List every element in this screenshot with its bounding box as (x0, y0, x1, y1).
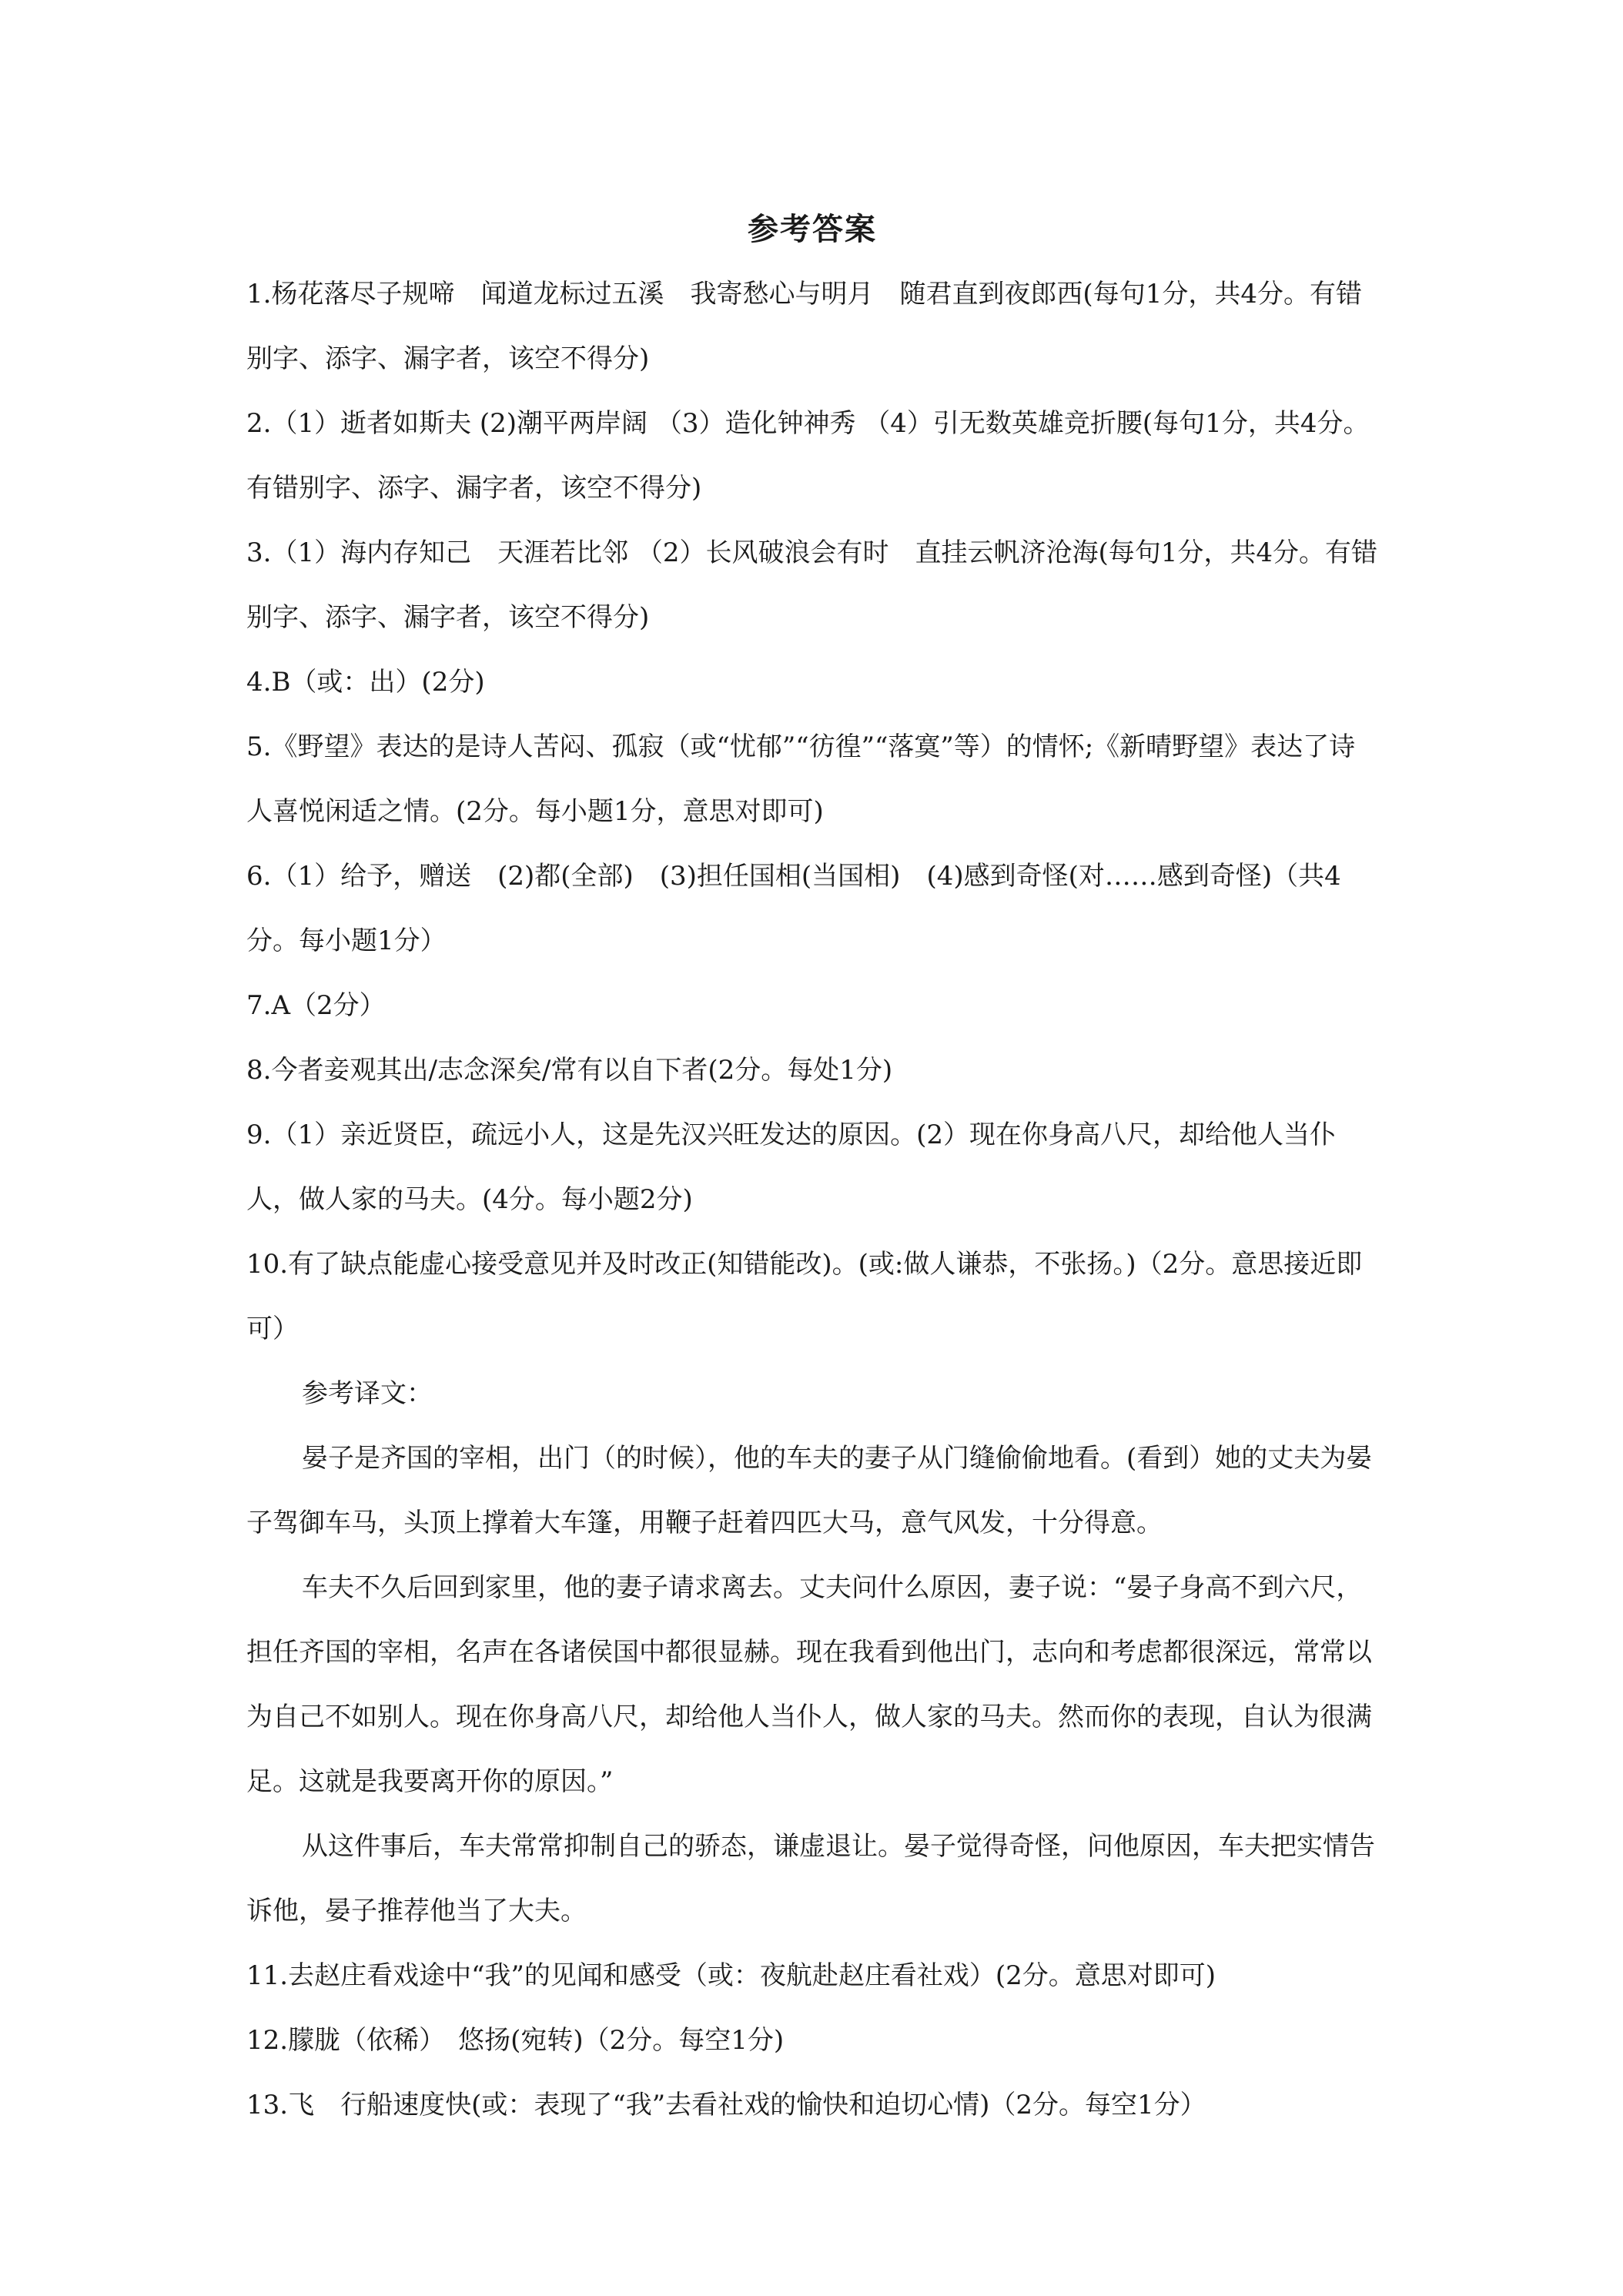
answer-item-2: 2.（1）逝者如斯夫 (2)潮平两岸阔 （3）造化钟神秀 （4）引无数英雄竞折腰(每句1分，共4分。有错别字、添字、漏字者，该空不得分) (246, 408, 1370, 504)
answer-item-7: 7.A（2分） (246, 990, 386, 1021)
page-title: 参考答案 (748, 212, 877, 247)
answer-item-5: 5.《野望》表达的是诗人苦闷、孤寂（或“忧郁”“彷徨”“落寞”等）的情怀;《新晴野望》表达了诗人喜悦闲适之情。(2分。每小题1分，意思对即可) (246, 731, 1356, 827)
translation-paragraph: 车夫不久后回到家里，他的妻子请求离去。丈夫问什么原因，妻子说：“晏子身高不到六尺，担任齐国的宰相，名声在各诸侯国中都很显赫。现在我看到他出门，志向和考虑都很深远，常常以为自己不如别人。现在你身高八尺，却给他人当仆人，做人家的马夫。然而你的表现，自认为很满足。这就是我要离开你的原因。” (246, 1572, 1372, 1797)
answer-item-10: 10.有了缺点能虚心接受意见并及时改正(知错能改)。(或:做人谦恭，不张扬。)（2分。意思接近即可） (246, 1249, 1363, 1344)
answer-item-3: 3.（1）海内存知己 天涯若比邻 （2）长风破浪会有时 直挂云帆济沧海(每句1分，共4分。有错别字、添字、漏字者，该空不得分) (246, 537, 1378, 633)
answer-item-11: 11.去赵庄看戏途中“我”的见闻和感受（或：夜航赴赵庄看社戏）(2分。意思对即可) (246, 1960, 1216, 1991)
answer-item-6: 6.（1）给予，赠送 (2)都(全部) (3)担任国相(当国相) (4)感到奇怪(对……感到奇怪)（共4分。每小题1分） (246, 861, 1341, 956)
translation-paragraph: 从这件事后，车夫常常抑制自己的骄态，谦虚退让。晏子觉得奇怪，问他原因，车夫把实情告诉他，晏子推荐他当了大夫。 (246, 1831, 1375, 1926)
translation-heading: 参考译文： (302, 1378, 433, 1409)
translation-paragraph: 晏子是齐国的宰相，出门（的时候），他的车夫的妻子从门缝偷偷地看。(看到）她的丈夫为晏子驾御车马，头顶上撑着大车篷，用鞭子赶着四匹大马，意气风发，十分得意。 (246, 1443, 1373, 1538)
answer-item-9: 9.（1）亲近贤臣，疏远小人，这是先汉兴旺发达的原因。(2）现在你身高八尺，却给他人当仆人，做人家的马夫。(4分。每小题2分) (246, 1120, 1336, 1215)
answer-item-8: 8.今者妾观其出/志念深矣/常有以自下者(2分。每处1分) (246, 1055, 893, 1086)
answer-item-1: 1.杨花落尽子规啼 闻道龙标过五溪 我寄愁心与明月 随君直到夜郎西(每句1分，共4分。有错别字、添字、漏字者，该空不得分) (246, 279, 1362, 374)
answer-item-13: 13.飞 行船速度快(或：表现了“我”去看社戏的愉快和迫切心情)（2分。每空1分） (246, 2090, 1206, 2120)
answer-item-4: 4.B（或：出）(2分) (246, 667, 485, 698)
answer-item-12: 12.朦胧（依稀） 悠扬(宛转)（2分。每空1分) (246, 2025, 785, 2056)
answer-sheet (246, 206, 1378, 2137)
